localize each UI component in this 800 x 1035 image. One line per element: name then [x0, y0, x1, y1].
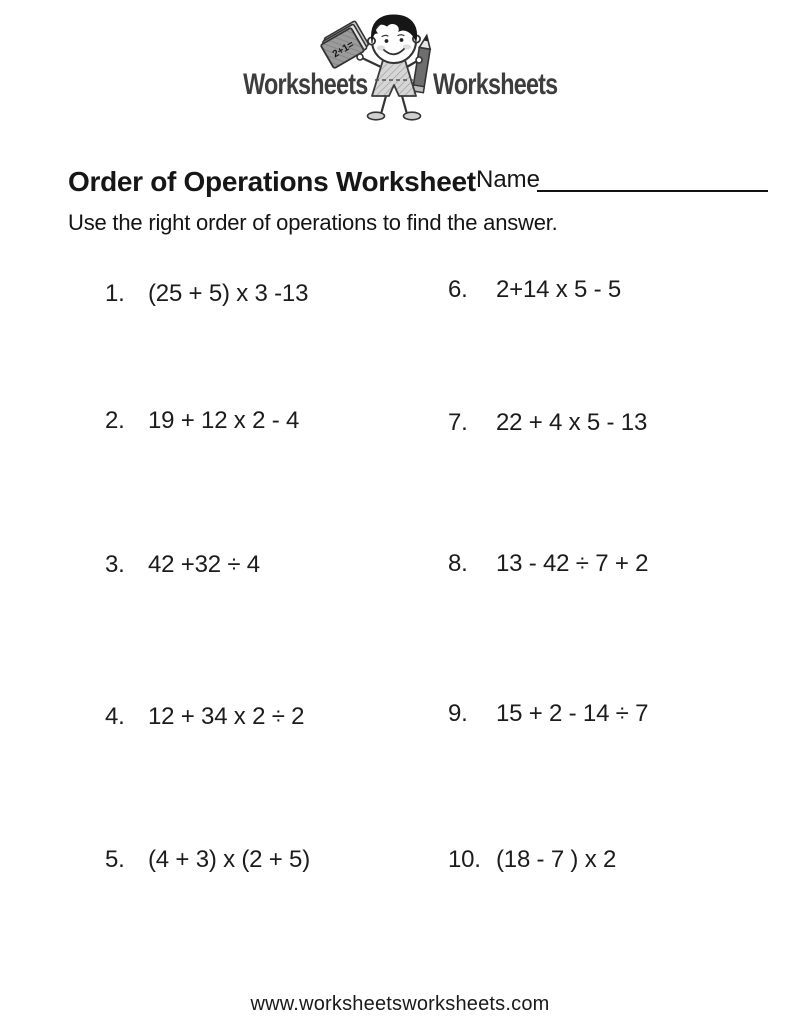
- math-book-icon: [320, 21, 370, 69]
- problem-number: 9.: [448, 700, 468, 727]
- problem-number: 6.: [448, 276, 468, 303]
- problem-expression: 19 + 12 x 2 - 4: [148, 407, 300, 434]
- problem-expression: 42 +32 ÷ 4: [148, 551, 260, 578]
- problem-9: [448, 700, 648, 728]
- problem-expression: (18 - 7 ) x 2: [496, 846, 617, 873]
- problem-3: [105, 551, 260, 579]
- problem-expression: 2+14 x 5 - 5: [496, 276, 622, 303]
- problem-expression: (25 + 5) x 3 -13: [148, 280, 309, 307]
- logo: [0, 0, 800, 140]
- problem-4: [105, 703, 304, 731]
- footer-url: www.worksheetsworksheets.com: [250, 993, 550, 1015]
- instruction-text: Use the right order of operations to find the answer.: [68, 210, 558, 235]
- name-label: Name: [476, 166, 541, 193]
- problem-number: 5.: [105, 846, 125, 873]
- problem-number: 10.: [448, 846, 481, 873]
- problem-10: [448, 846, 616, 874]
- problem-number: 4.: [105, 703, 125, 730]
- problem-number: 7.: [448, 409, 468, 436]
- cartoon-boy-mascot-icon: [320, 10, 438, 126]
- problem-5: [105, 846, 310, 874]
- problem-expression: 22 + 4 x 5 - 13: [496, 409, 648, 436]
- problem-2: [105, 407, 299, 435]
- logo-text-right: Worksheets: [433, 68, 558, 101]
- name-blank-line: [537, 162, 768, 192]
- problem-number: 1.: [105, 280, 125, 307]
- logo-text-left: Worksheets: [243, 68, 368, 101]
- problem-8: [448, 550, 648, 578]
- book-label: 2+1=: [330, 39, 357, 61]
- problem-7: [448, 409, 647, 437]
- problem-number: 3.: [105, 551, 125, 578]
- problem-1: [105, 280, 308, 308]
- problem-expression: 15 + 2 - 14 ÷ 7: [496, 700, 649, 727]
- problem-expression: 13 - 42 ÷ 7 + 2: [496, 550, 649, 577]
- problem-expression: 12 + 34 x 2 ÷ 2: [148, 703, 305, 730]
- page-title: Order of Operations Worksheet: [68, 166, 476, 197]
- problem-number: 8.: [448, 550, 468, 577]
- problem-number: 2.: [105, 407, 125, 434]
- problem-expression: (4 + 3) x (2 + 5): [148, 846, 310, 873]
- problem-6: [448, 276, 621, 304]
